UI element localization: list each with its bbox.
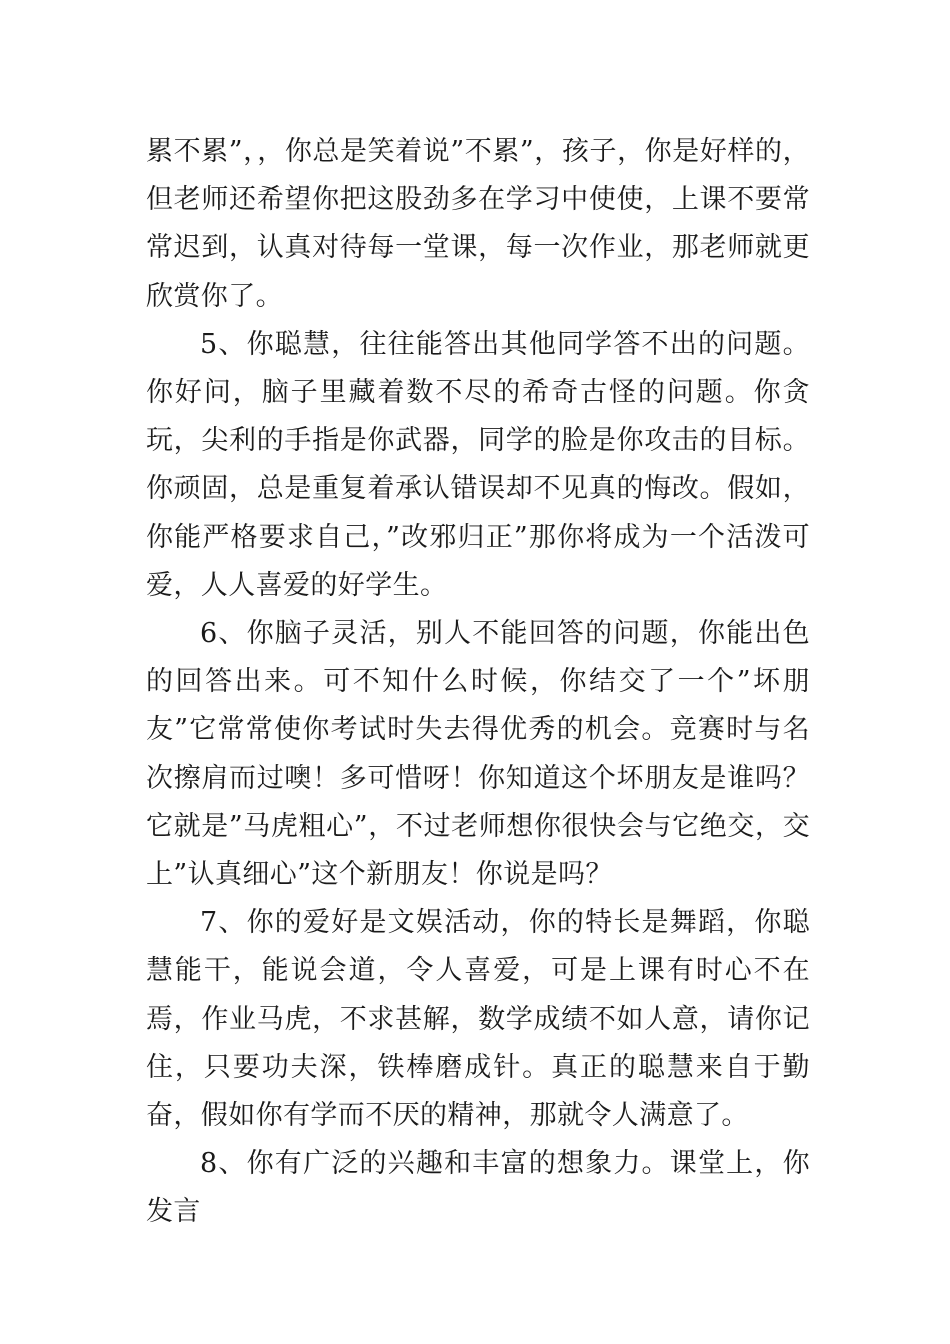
- paragraph-6: 6、你脑子灵活，别人不能回答的问题，你能出色的回答出来。可不知什么时候，你结交了一个”坏朋友”它常常使你考试时失去得优秀的机会。竞赛时与名次擦肩而过噢！多可惜呀！你知道这个坏朋友是谁吗？它就是”马虎粗心”，不过老师想你很快会与它绝交，交上”认真细心”这个新朋友！你说是吗？: [146, 618, 810, 891]
- paragraph-8: 8、你有广泛的兴趣和丰富的想象力。课堂上，你发言: [146, 1148, 810, 1228]
- document-body: [146, 128, 810, 1237]
- paragraph-5: 5、你聪慧，往往能答出其他同学答不出的问题。你好问，脑子里藏着数不尽的希奇古怪的问题。你贪玩，尖利的手指是你武器，同学的脸是你攻击的目标。你顽固，总是重复着承认错误却不见真的悔改。假如，你能严格要求自己，”改邪归正”那你将成为一个活泼可爱，人人喜爱的好学生。: [146, 328, 810, 601]
- paragraph-7: 7、你的爱好是文娱活动，你的特长是舞蹈，你聪慧能干，能说会道，令人喜爱，可是上课有时心不在焉，作业马虎，不求甚解，数学成绩不如人意，请你记住，只要功夫深，铁棒磨成针。真正的聪慧来自于勤奋，假如你有学而不厌的精神，那就令人满意了。: [146, 907, 810, 1132]
- paragraph-continued: 累不累”，，你总是笑着说”不累”，孩子，你是好样的，但老师还希望你把这股劲多在学习中使使，上课不要常常迟到，认真对待每一堂课，每一次作业，那老师就更欣赏你了。: [146, 136, 810, 312]
